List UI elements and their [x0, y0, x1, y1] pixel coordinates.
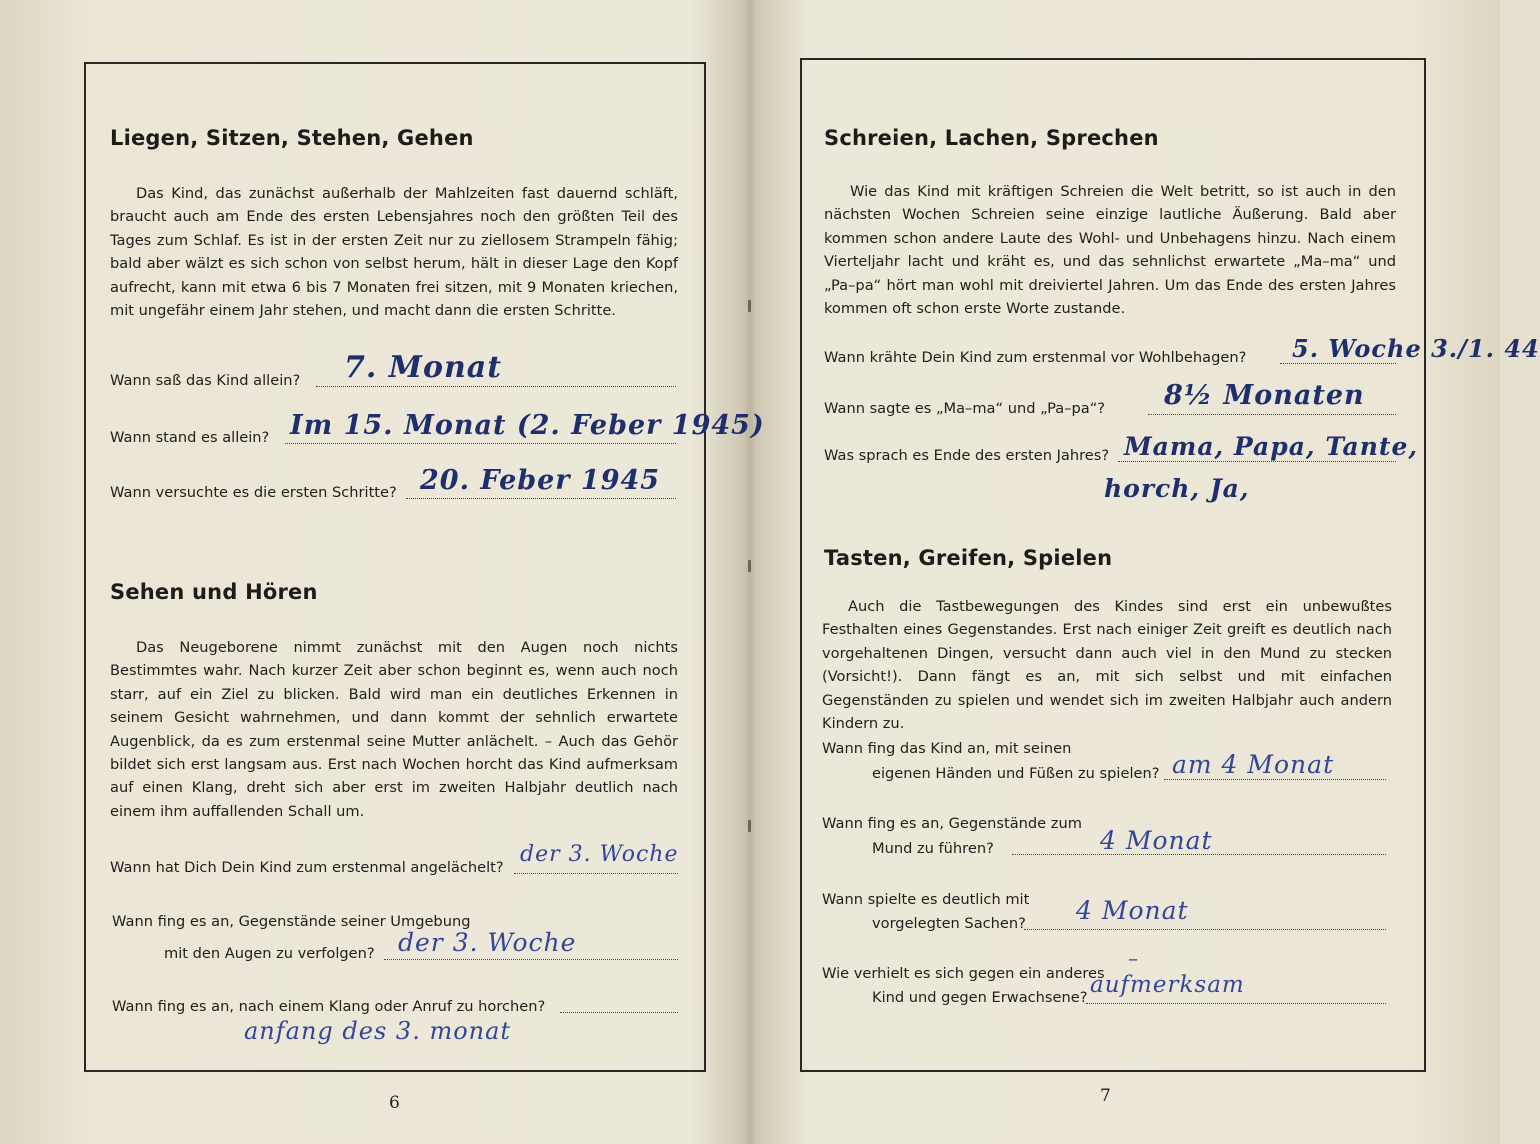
answer-line [560, 1012, 678, 1013]
handwritten-answer: horch, Ja, [1104, 474, 1250, 503]
question-label: Wann hat Dich Dein Kind zum erstenmal angelächelt? [110, 859, 504, 876]
handwritten-answer: der 3. Woche [520, 842, 679, 867]
answer-line [1086, 1003, 1386, 1004]
question-label: Kind und gegen Erwachsene? [872, 989, 1088, 1006]
handwritten-answer: 5. Woche 3./1. 44 [1292, 334, 1540, 363]
binding-stitch [748, 560, 751, 572]
section-paragraph-schreien: Wie das Kind mit kräftigen Schreien die Welt betritt, so ist auch in den nächsten Wochen Schreien seine einzige lautliche Äußerung. Bald aber kommen schon andere Laute des Wohl- und Unbehagens hinzu. Nach einem Vierteljahr lacht und kräht es, und das sehnlichst erwartete „Ma–ma“ und „Pa–pa“ hört man wohl mit dreiviertel Jahren. Um das Ende des ersten Jahres kommen oft schon erste Worte zustande. [824, 183, 1396, 318]
section-heading-sehen: Sehen und Hören [110, 580, 318, 604]
answer-line [1164, 779, 1386, 780]
question-label: Wann fing es an, nach einem Klang oder Anruf zu horchen? [112, 998, 546, 1015]
question-label: eigenen Händen und Füßen zu spielen? [872, 765, 1160, 782]
question-label: Wann saß das Kind allein? [110, 372, 301, 389]
question-label: vorgelegten Sachen? [872, 915, 1026, 932]
section-paragraph-liegen: Das Kind, das zunächst außerhalb der Mahlzeiten fast dauernd schläft, braucht auch am Ende des ersten Lebensjahres noch den größten Teil des Tages zum Schlaf. Es ist in der ersten Zeit nur zu ziellosem Strampeln fähig; bald aber wälzt es sich schon von selbst herum, hält in dieser Lage den Kopf aufrecht, kann mit etwa 6 bis 7 Monaten frei sitzen, mit 9 Monaten kriechen, mit ungefähr einem Jahr stehen, und macht dann die ersten Schritte. [110, 185, 678, 320]
question-label: Was sprach es Ende des ersten Jahres? [824, 447, 1110, 464]
answer-line [384, 959, 678, 960]
handwritten-answer: anfang des 3. monat [244, 1017, 512, 1045]
handwritten-answer: 4 Monat [1076, 896, 1189, 925]
question-label: Wann krähte Dein Kind zum erstenmal vor Wohlbehagen? [824, 349, 1247, 366]
handwritten-mark: – [1128, 946, 1139, 970]
question-label: Wann versuchte es die ersten Schritte? [110, 484, 397, 501]
question-label: Mund zu führen? [872, 840, 994, 857]
handwritten-answer: Mama, Papa, Tante, [1124, 432, 1419, 461]
handwritten-answer: 7. Monat [344, 350, 503, 385]
handwritten-answer: der 3. Woche [398, 928, 577, 957]
answer-line [316, 386, 676, 387]
handwritten-answer: 4 Monat [1100, 826, 1213, 855]
binding-stitch [748, 820, 751, 832]
question-label: Wann fing das Kind an, mit seinen [822, 740, 1072, 757]
section-heading-liegen: Liegen, Sitzen, Stehen, Gehen [110, 126, 474, 150]
question-label: Wann fing es an, Gegenstände zum [822, 815, 1082, 832]
handwritten-answer: 8½ Monaten [1164, 380, 1365, 411]
page-number: 7 [1100, 1086, 1111, 1106]
handwritten-answer: aufmerksam [1090, 972, 1245, 998]
question-label: mit den Augen zu verfolgen? [164, 945, 375, 962]
answer-line [1148, 414, 1396, 415]
binding-stitch [748, 300, 751, 312]
answer-line [285, 443, 676, 444]
handwritten-answer: Im 15. Monat (2. Feber 1945) [290, 410, 765, 441]
question-label: Wann sagte es „Ma–ma“ und „Pa–pa“? [824, 400, 1106, 417]
answer-line [1024, 929, 1386, 930]
question-label: Wann fing es an, Gegenstände seiner Umgebung [112, 913, 471, 930]
question-label: Wann stand es allein? [110, 429, 270, 446]
section-paragraph-tasten: Auch die Tastbewegungen des Kindes sind erst ein unbewußtes Festhalten eines Gegenstandes. Erst nach einiger Zeit greift es deutlich nach vorgehaltenen Dingen, versucht dann auch viel in den Mund zu stecken (Vorsicht!). Dann fängt es an, mit sich selbst und mit einfachen Gegenständen zu spielen und wendet sich im zweiten Halbjahr auch andern Kindern zu. [822, 598, 1392, 733]
section-paragraph-sehen: Das Neugeborene nimmt zunächst mit den Augen noch nichts Bestimmtes wahr. Nach kurzer Zeit aber schon beginnt es, wenn auch noch starr, auf ein Ziel zu blicken. Bald wird man ein deutliches Erkennen in seinem Gesicht wahrnehmen, und dann kommt der sehnlich erwartete Augenblick, da es zum erstenmal seine Mutter anlächelt. – Auch das Gehör bildet sich erst langsam aus. Erst nach Wochen horcht das Kind aufmerksam auf einen Klang, dreht sich aber erst im zweiten Halbjahr deutlich nach einem ihm auffallenden Schall um. [110, 639, 678, 820]
section-heading-schreien: Schreien, Lachen, Sprechen [824, 126, 1159, 150]
answer-line [406, 498, 676, 499]
answer-line [1118, 461, 1396, 462]
question-label: Wie verhielt es sich gegen ein anderes [822, 965, 1105, 982]
answer-line [514, 873, 678, 874]
question-label: Wann spielte es deutlich mit [822, 891, 1030, 908]
page-number: 6 [389, 1093, 400, 1113]
answer-line [1280, 363, 1396, 364]
section-heading-tasten: Tasten, Greifen, Spielen [824, 546, 1113, 570]
handwritten-answer: 20. Feber 1945 [420, 465, 661, 496]
handwritten-answer: am 4 Monat [1172, 750, 1335, 779]
